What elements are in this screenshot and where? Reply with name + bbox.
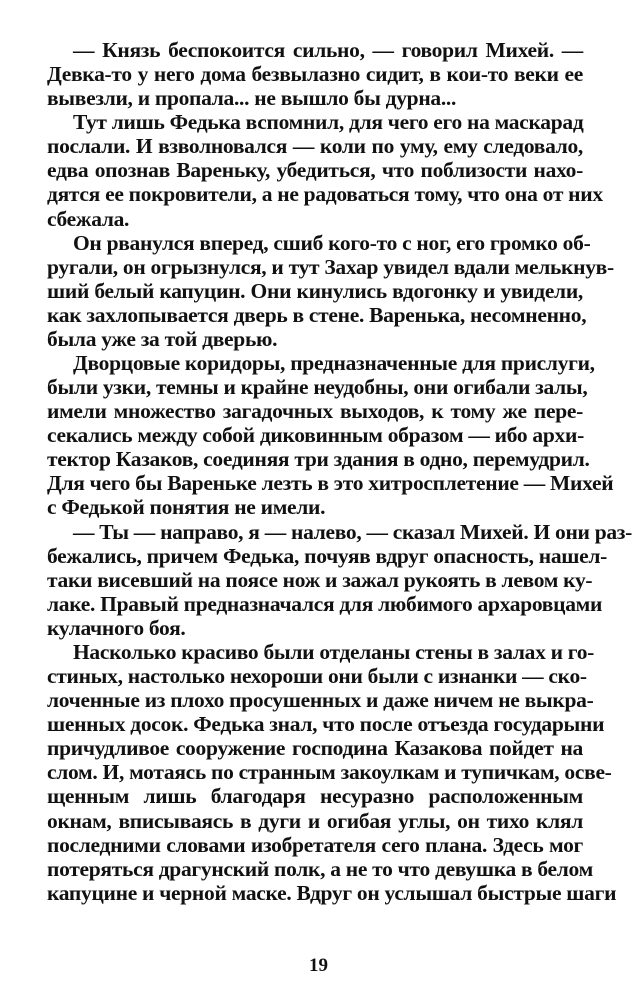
text-line: щенным лишь благодаря несуразно расположенным [47, 784, 583, 809]
text-line: вывезли, и пропала... не вышло бы дурна... [47, 86, 457, 111]
text-line: имели множество загадочных выходов, к тому же пере- [47, 399, 583, 424]
text-line: едва опознав Вареньку, убедиться, что поблизости нахо- [47, 158, 583, 183]
text-line: были узки, темны и крайне неудобны, они огибали залы, [47, 375, 588, 400]
text-line: послали. И взволновался — коли по уму, ему следовало, [47, 134, 583, 159]
text-line: капуцине и черной маске. Вдруг он услышал быстрые шаги [47, 880, 617, 905]
text-line: потеряться драгунский полк, а не то что девушка в белом [47, 856, 593, 881]
text-line: таки висевший на поясе нож и зажал рукоять в левом ку- [47, 567, 593, 592]
text-line: ругали, он огрызнулся, и тут Захар увидел вдали мелькнув- [47, 254, 614, 279]
text-line: стиных, настолько нехороши они были с изнанки — ско- [47, 664, 587, 689]
page-number: 19 [309, 955, 328, 976]
text-line: Девка-то у него дома безвылазно сидит, в кои-то веки ее [47, 62, 583, 87]
text-line: была уже за той дверью. [47, 326, 278, 351]
text-line: бежались, причем Федька, почуяв вдруг опасность, нашел- [47, 543, 608, 568]
text-line: с Федькой понятия не имели. [47, 495, 326, 520]
text-line: причудливое сооружение господина Казакова пойдет на [47, 736, 583, 761]
text-line: лоченные из плохо просушенных и даже ничем не выкра- [47, 688, 594, 713]
text-line: кулачного боя. [47, 615, 186, 640]
text-line: ший белый капуцин. Они кинулись вдогонку и увидели, [47, 278, 583, 303]
text-line: лаке. Правый предназначался для любимого архаровцами [47, 591, 603, 616]
text-line: — Князь беспокоится сильно, — говорил Михей. — [73, 38, 583, 62]
text-line: слом. И, мотаясь по странным закоулкам и тупичкам, осве- [47, 760, 612, 785]
text-line: Дворцовые коридоры, предназначенные для прислуги, [73, 351, 595, 376]
text-line: шенных досок. Федька знал, что после отъезда государыни [47, 712, 605, 737]
text-line: Тут лишь Федька вспомнил, для чего его на маскарад [73, 110, 584, 135]
text-line: Для чего бы Вареньке лезть в это хитросплетение — Михей [47, 471, 614, 496]
text-line: сбежала. [47, 206, 130, 231]
text-line: Насколько красиво были отделаны стены в залах и го- [73, 639, 595, 664]
text-line: секались между собой диковинным образом — ибо архи- [47, 423, 584, 448]
text-line: дятся ее покровители, а не радоваться тому, что она от них [47, 182, 603, 207]
page-body [47, 38, 632, 905]
text-line: окнам, вписываясь в дуги и огибая углы, он тихо клял [47, 808, 583, 833]
text-line: — Ты — направо, я — налево, — сказал Михей. И они раз- [73, 519, 632, 544]
text-line: последними словами изобретателя сего плана. Здесь мог [47, 832, 583, 857]
text-line: тектор Казаков, соединяя три здания в одно, перемудрил. [47, 447, 590, 472]
text-line: Он рванулся вперед, сшиб кого-то с ног, его громко об- [73, 230, 591, 255]
text-line: как захлопывается дверь в стене. Варенька, несомненно, [47, 302, 587, 327]
